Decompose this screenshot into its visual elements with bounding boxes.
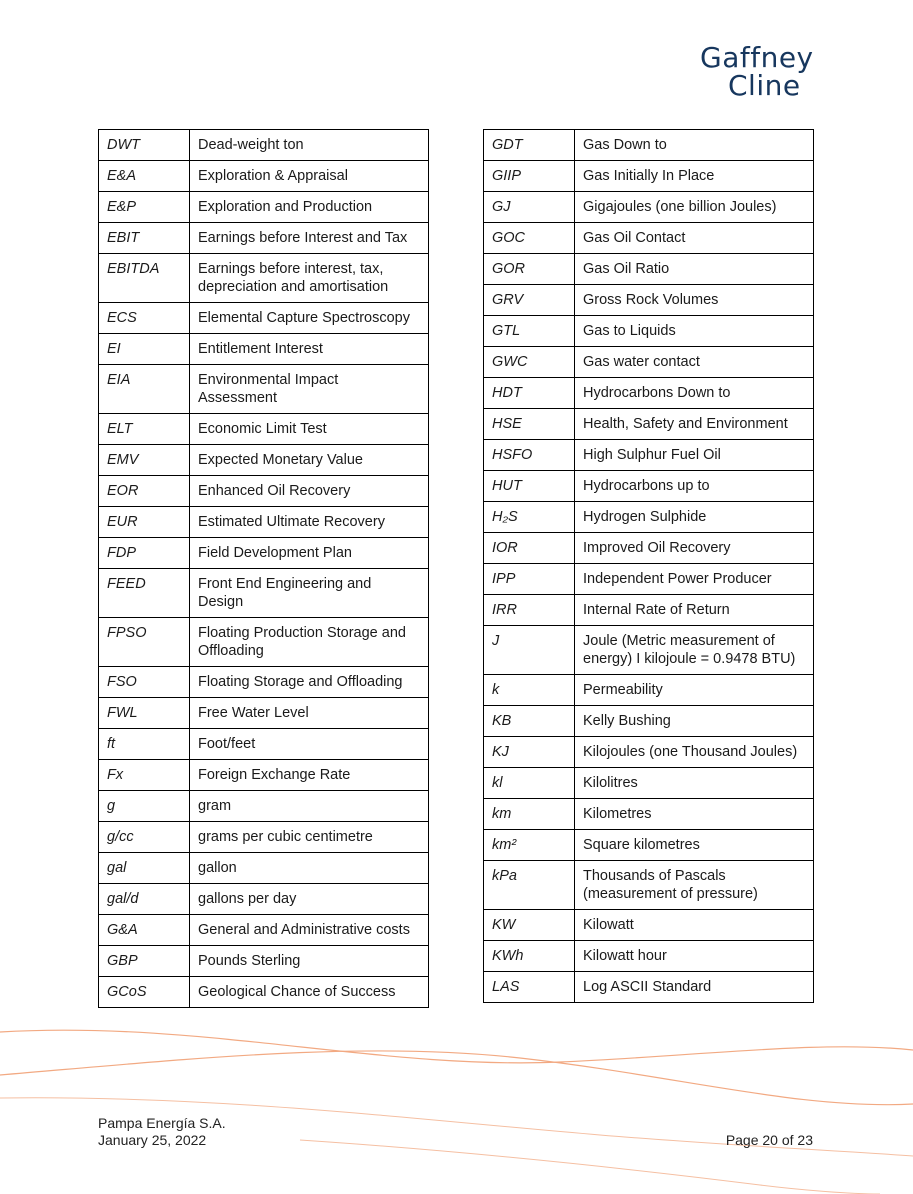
abbreviation-code: g/cc (99, 822, 190, 853)
abbreviation-code: kPa (484, 861, 575, 910)
abbreviation-code: FWL (99, 698, 190, 729)
abbreviation-definition: General and Administrative costs (190, 915, 429, 946)
table-row (484, 861, 814, 910)
abbreviation-definition: Internal Rate of Return (575, 595, 814, 626)
table-row (99, 822, 429, 853)
abbreviation-definition: gallon (190, 853, 429, 884)
table-row (484, 223, 814, 254)
table-row (484, 502, 814, 533)
abbreviation-definition: Front End Engineering and Design (190, 569, 429, 618)
abbreviation-code: KB (484, 706, 575, 737)
table-row (484, 595, 814, 626)
abbreviation-code: HSE (484, 409, 575, 440)
abbreviation-code: EBIT (99, 223, 190, 254)
abbreviation-definition: Exploration & Appraisal (190, 161, 429, 192)
abbreviation-code: km² (484, 830, 575, 861)
table-row (99, 334, 429, 365)
abbreviation-definition: Independent Power Producer (575, 564, 814, 595)
table-row (99, 414, 429, 445)
abbreviation-definition: Pounds Sterling (190, 946, 429, 977)
abbreviation-code: GWC (484, 347, 575, 378)
table-row (484, 941, 814, 972)
abbreviation-code: Fx (99, 760, 190, 791)
footer-page-number: Page 20 of 23 (725, 1132, 813, 1148)
abbreviation-definition: High Sulphur Fuel Oil (575, 440, 814, 471)
table-row (484, 471, 814, 502)
table-row (99, 667, 429, 698)
footer-company: Pampa Energía S.A. (98, 1115, 226, 1131)
table-row (99, 698, 429, 729)
abbreviation-definition: Floating Storage and Offloading (190, 667, 429, 698)
abbreviation-definition: Field Development Plan (190, 538, 429, 569)
table-row (484, 192, 814, 223)
abbreviation-definition: Hydrocarbons up to (575, 471, 814, 502)
abbreviations-table-right (483, 129, 814, 1003)
abbreviation-definition: Kelly Bushing (575, 706, 814, 737)
abbreviation-definition: Dead-weight ton (190, 130, 429, 161)
table-row (484, 737, 814, 768)
abbreviation-definition: Free Water Level (190, 698, 429, 729)
abbreviation-code: EI (99, 334, 190, 365)
abbreviation-definition: Joule (Metric measurement of energy) I kilojoule = 0.9478 BTU) (575, 626, 814, 675)
abbreviation-definition: Expected Monetary Value (190, 445, 429, 476)
table-row (99, 223, 429, 254)
table-row (484, 440, 814, 471)
table-row (484, 409, 814, 440)
table-row (99, 729, 429, 760)
table-row (99, 915, 429, 946)
abbreviation-code: ECS (99, 303, 190, 334)
abbreviation-code: H₂S (484, 502, 575, 533)
table-row (99, 853, 429, 884)
table-row (99, 946, 429, 977)
abbreviation-code: HUT (484, 471, 575, 502)
abbreviation-definition: Kilowatt (575, 910, 814, 941)
table-row (99, 791, 429, 822)
table-row (484, 347, 814, 378)
abbreviation-code: IOR (484, 533, 575, 564)
table-row (99, 254, 429, 303)
abbreviation-code: FEED (99, 569, 190, 618)
table-row (484, 768, 814, 799)
abbreviation-definition: grams per cubic centimetre (190, 822, 429, 853)
abbreviation-definition: Economic Limit Test (190, 414, 429, 445)
abbreviation-code: EMV (99, 445, 190, 476)
abbreviation-definition: Gigajoules (one billion Joules) (575, 192, 814, 223)
abbreviation-code: FPSO (99, 618, 190, 667)
footer-left (98, 1115, 226, 1149)
abbreviation-definition: Geological Chance of Success (190, 977, 429, 1008)
abbreviation-definition: Gas water contact (575, 347, 814, 378)
table-row (484, 254, 814, 285)
footer-date: January 25, 2022 (98, 1132, 207, 1148)
abbreviation-definition: Gas Down to (575, 130, 814, 161)
abbreviation-definition: gram (190, 791, 429, 822)
abbreviation-definition: Gas Initially In Place (575, 161, 814, 192)
abbreviation-code: HDT (484, 378, 575, 409)
abbreviation-definition: Earnings before interest, tax, depreciation and amortisation (190, 254, 429, 303)
table-row (484, 626, 814, 675)
table-row (99, 130, 429, 161)
abbreviation-code: gal (99, 853, 190, 884)
abbreviation-code: GRV (484, 285, 575, 316)
abbreviation-definition: Improved Oil Recovery (575, 533, 814, 564)
table-row (99, 618, 429, 667)
abbreviation-definition: Permeability (575, 675, 814, 706)
table-row (484, 130, 814, 161)
table-row (99, 569, 429, 618)
abbreviation-code: GBP (99, 946, 190, 977)
abbreviation-definition: Kilojoules (one Thousand Joules) (575, 737, 814, 768)
abbreviation-code: IPP (484, 564, 575, 595)
table-row (99, 365, 429, 414)
abbreviation-code: DWT (99, 130, 190, 161)
abbreviation-code: ft (99, 729, 190, 760)
table-row (484, 285, 814, 316)
abbreviation-code: LAS (484, 972, 575, 1003)
table-row (484, 799, 814, 830)
table-row (484, 564, 814, 595)
logo-line-1: Gaffney (700, 41, 814, 74)
abbreviation-definition: Kilowatt hour (575, 941, 814, 972)
abbreviation-definition: Enhanced Oil Recovery (190, 476, 429, 507)
table-row (484, 378, 814, 409)
abbreviations-table-left (98, 129, 429, 1008)
abbreviation-definition: Health, Safety and Environment (575, 409, 814, 440)
abbreviation-definition: gallons per day (190, 884, 429, 915)
abbreviation-definition: Gas Oil Contact (575, 223, 814, 254)
table-row (99, 538, 429, 569)
abbreviation-definition: Gas Oil Ratio (575, 254, 814, 285)
abbreviation-code: KW (484, 910, 575, 941)
abbreviation-code: GTL (484, 316, 575, 347)
abbreviation-code: km (484, 799, 575, 830)
abbreviation-code: E&P (99, 192, 190, 223)
logo-line-2: Cline (728, 69, 801, 102)
table-row (99, 760, 429, 791)
abbreviation-code: GDT (484, 130, 575, 161)
abbreviation-code: GJ (484, 192, 575, 223)
abbreviation-definition: Foreign Exchange Rate (190, 760, 429, 791)
abbreviation-code: G&A (99, 915, 190, 946)
abbreviation-code: GOC (484, 223, 575, 254)
abbreviation-definition: Kilolitres (575, 768, 814, 799)
abbreviation-code: gal/d (99, 884, 190, 915)
abbreviation-definition: Exploration and Production (190, 192, 429, 223)
abbreviation-code: k (484, 675, 575, 706)
abbreviation-definition: Kilometres (575, 799, 814, 830)
abbreviation-definition: Estimated Ultimate Recovery (190, 507, 429, 538)
abbreviation-definition: Environmental Impact Assessment (190, 365, 429, 414)
abbreviation-code: HSFO (484, 440, 575, 471)
table-row (484, 533, 814, 564)
abbreviation-code: g (99, 791, 190, 822)
gaffney-cline-logo (700, 41, 814, 102)
table-row (484, 706, 814, 737)
table-row (99, 476, 429, 507)
abbreviation-code: IRR (484, 595, 575, 626)
table-row (99, 161, 429, 192)
abbreviation-code: GIIP (484, 161, 575, 192)
table-row (99, 884, 429, 915)
abbreviation-code: KWh (484, 941, 575, 972)
table-row (484, 830, 814, 861)
abbreviation-code: J (484, 626, 575, 675)
abbreviation-definition: Foot/feet (190, 729, 429, 760)
table-row (99, 507, 429, 538)
abbreviation-definition: Log ASCII Standard (575, 972, 814, 1003)
abbreviation-definition: Floating Production Storage and Offloading (190, 618, 429, 667)
abbreviation-code: EIA (99, 365, 190, 414)
abbreviation-code: kl (484, 768, 575, 799)
table-row (484, 316, 814, 347)
table-row (99, 977, 429, 1008)
abbreviation-definition: Hydrocarbons Down to (575, 378, 814, 409)
abbreviation-definition: Elemental Capture Spectroscopy (190, 303, 429, 334)
table-row (484, 972, 814, 1003)
abbreviation-definition: Hydrogen Sulphide (575, 502, 814, 533)
abbreviation-code: GOR (484, 254, 575, 285)
table-row (99, 192, 429, 223)
abbreviation-definition: Entitlement Interest (190, 334, 429, 365)
abbreviation-definition: Square kilometres (575, 830, 814, 861)
abbreviation-definition: Gross Rock Volumes (575, 285, 814, 316)
abbreviation-definition: Gas to Liquids (575, 316, 814, 347)
abbreviation-code: EBITDA (99, 254, 190, 303)
table-row (484, 675, 814, 706)
abbreviation-code: ELT (99, 414, 190, 445)
abbreviation-code: FSO (99, 667, 190, 698)
abbreviation-code: GCoS (99, 977, 190, 1008)
table-row (484, 910, 814, 941)
abbreviation-definition: Thousands of Pascals (measurement of pressure) (575, 861, 814, 910)
table-row (99, 445, 429, 476)
abbreviation-code: EUR (99, 507, 190, 538)
abbreviation-code: FDP (99, 538, 190, 569)
abbreviation-code: E&A (99, 161, 190, 192)
abbreviation-code: KJ (484, 737, 575, 768)
abbreviation-code: EOR (99, 476, 190, 507)
abbreviation-definition: Earnings before Interest and Tax (190, 223, 429, 254)
table-row (484, 161, 814, 192)
table-row (99, 303, 429, 334)
